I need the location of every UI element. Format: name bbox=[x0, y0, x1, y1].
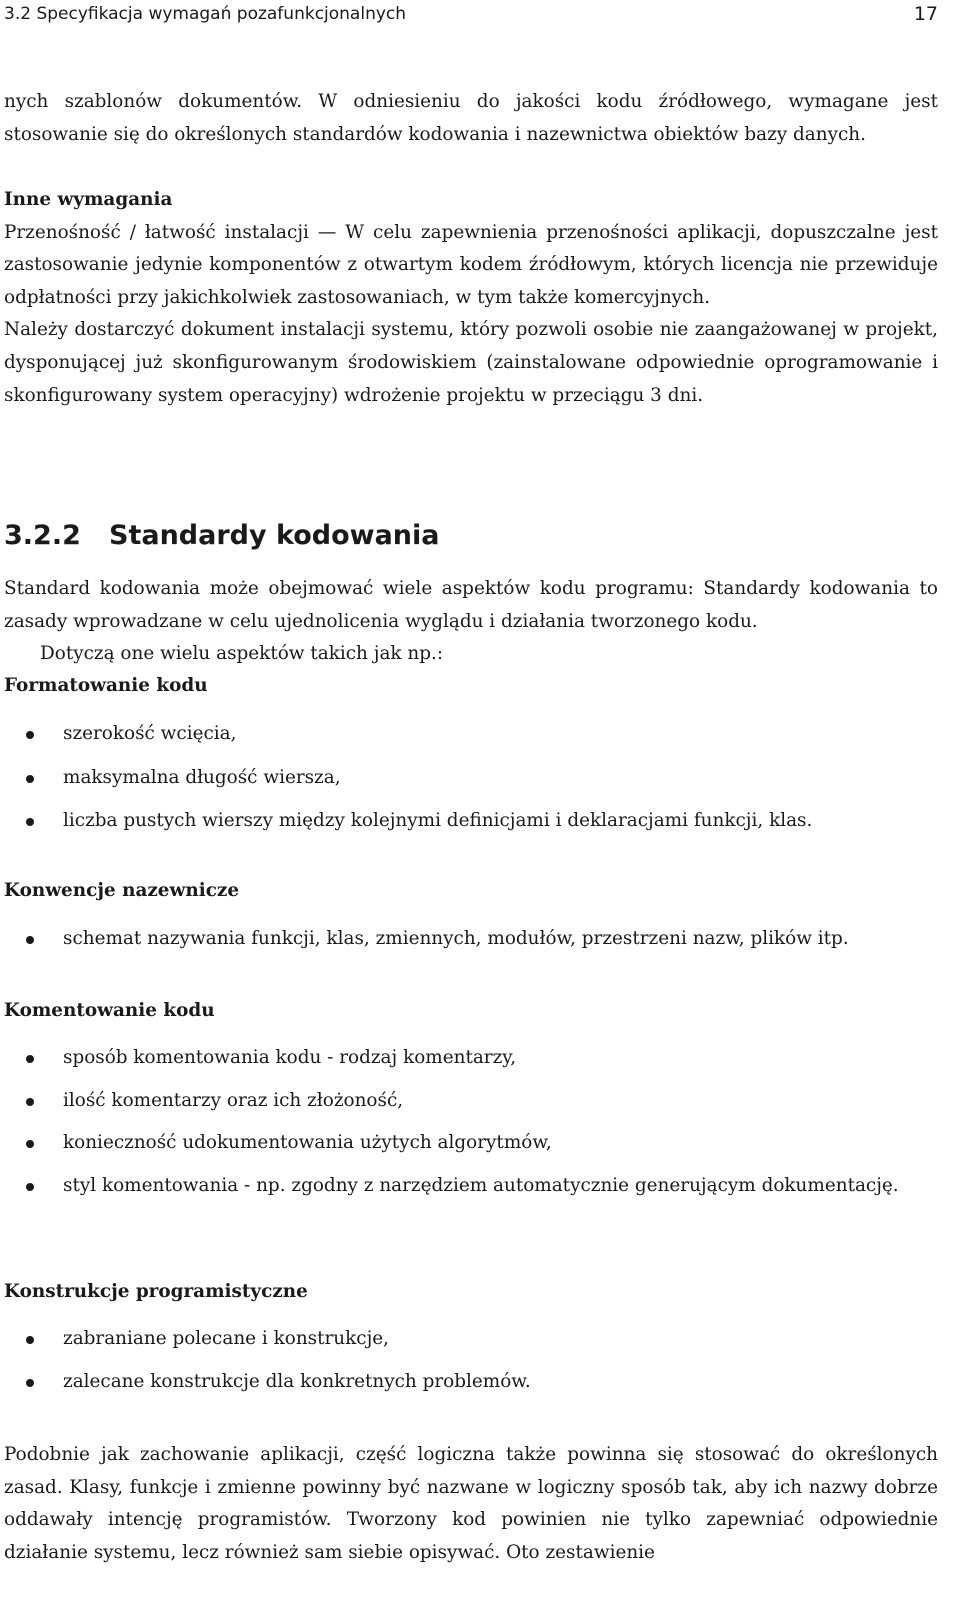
naming-list-block bbox=[4, 923, 938, 956]
list-item: szerokość wcięcia, bbox=[4, 718, 938, 751]
other-requirements-heading: Inne wymagania bbox=[4, 189, 173, 210]
bullet-icon bbox=[26, 936, 34, 944]
list-item: liczba pustych wierszy między kolejnymi definicjami i deklaracjami funkcji, klas. bbox=[4, 805, 938, 838]
installation-paragraph: Należy dostarczyć dokument instalacji systemu, który pozwoli osobie nie zaangażowanej w projekt, dysponującej już skonfigurowanym środowiskiem (zainstalowane odpowiednie oprogramowanie i skonfigurowany system operacyjny) wdrożenie projektu w przeciągu 3 dni. bbox=[4, 319, 938, 406]
list-item: maksymalna długość wiersza, bbox=[4, 762, 938, 795]
closing-paragraph: Podobnie jak zachowanie aplikacji, część logiczna także powinna się stosować do określonych zasad. Klasy, funkcje i zmienne powinny być nazwane w logiczny sposób tak, aby ich nazwy dobrze oddawały intencję programistów. Tworzony kod powinien nie tylko zapewniać odpowiednie działanie systemu, lecz również sam siebie opisywać. Oto zestawienie bbox=[4, 1444, 938, 1563]
list-item: zalecane konstrukcje dla konkretnych problemów. bbox=[4, 1366, 938, 1399]
bullet-icon bbox=[26, 1140, 34, 1148]
constructs-list-block bbox=[4, 1323, 938, 1398]
portability-paragraph: Przenośność / łatwość instalacji — W celu zapewnienia przenośności aplikacji, dopuszczalne jest zastosowanie jedynie komponentów z otwartym kodem źródłowym, których licencja nie przewiduje odpłatności przy jakichkolwiek zastosowaniach, w tym także komercyjnych. bbox=[4, 221, 938, 308]
intro-paragraph-block bbox=[4, 86, 938, 151]
list-item: zabraniane polecane i konstrukcje, bbox=[4, 1323, 938, 1356]
list-item: konieczność udokumentowania użytych algorytmów, bbox=[4, 1127, 938, 1160]
bullet-icon bbox=[26, 1336, 34, 1344]
bullet-icon bbox=[26, 775, 34, 783]
bullet-icon bbox=[26, 1379, 34, 1387]
list-item: schemat nazywania funkcji, klas, zmiennych, modułów, przestrzeni nazw, plików itp. bbox=[4, 923, 938, 956]
formatting-list bbox=[4, 718, 938, 838]
bullet-icon bbox=[26, 1055, 34, 1063]
naming-list bbox=[4, 923, 938, 956]
formatting-group bbox=[4, 670, 938, 703]
section-intro-lead: Dotyczą one wielu aspektów takich jak np.: bbox=[40, 643, 444, 665]
constructs-heading: Konstrukcje programistyczne bbox=[4, 1281, 308, 1302]
list-item: sposób komentowania kodu - rodzaj komentarzy, bbox=[4, 1042, 938, 1075]
commenting-list-block bbox=[4, 1042, 938, 1202]
page-number: 17 bbox=[913, 3, 938, 25]
bullet-icon bbox=[26, 731, 34, 739]
section-title: Standardy kodowania bbox=[109, 520, 440, 551]
section-intro-text: Standard kodowania może obejmować wiele aspektów kodu programu: Standardy kodowania to zasady wprowadzane w celu ujednolicenia wyglądu i działania tworzonego kodu. bbox=[4, 578, 938, 632]
closing-paragraph-block bbox=[4, 1439, 938, 1569]
list-item: styl komentowania - np. zgodny z narzędziem automatycznie generującym dokumentację. bbox=[4, 1170, 938, 1203]
naming-group bbox=[4, 875, 938, 908]
section-heading-block bbox=[4, 518, 938, 554]
formatting-list-block bbox=[4, 718, 938, 838]
commenting-list bbox=[4, 1042, 938, 1202]
list-item: ilość komentarzy oraz ich złożoność, bbox=[4, 1085, 938, 1118]
section-heading bbox=[4, 518, 938, 554]
bullet-icon bbox=[26, 1098, 34, 1106]
bullet-icon bbox=[26, 818, 34, 826]
other-requirements-block bbox=[4, 184, 938, 412]
running-head bbox=[4, 2, 938, 26]
section-number: 3.2.2 bbox=[4, 520, 81, 551]
constructs-list bbox=[4, 1323, 938, 1398]
section-intro-block bbox=[4, 573, 938, 671]
formatting-heading: Formatowanie kodu bbox=[4, 675, 208, 696]
running-head-section: 3.2 Specyfikacja wymagań pozafunkcjonalnych bbox=[4, 4, 407, 24]
constructs-group bbox=[4, 1276, 938, 1309]
commenting-group bbox=[4, 995, 938, 1028]
bullet-icon bbox=[26, 1183, 34, 1191]
intro-paragraph: nych szablonów dokumentów. W odniesieniu do jakości kodu źródłowego, wymagane jest stosowanie się do określonych standardów kodowania i nazewnictwa obiektów bazy danych. bbox=[4, 91, 938, 145]
commenting-heading: Komentowanie kodu bbox=[4, 1000, 215, 1021]
naming-heading: Konwencje nazewnicze bbox=[4, 880, 240, 901]
